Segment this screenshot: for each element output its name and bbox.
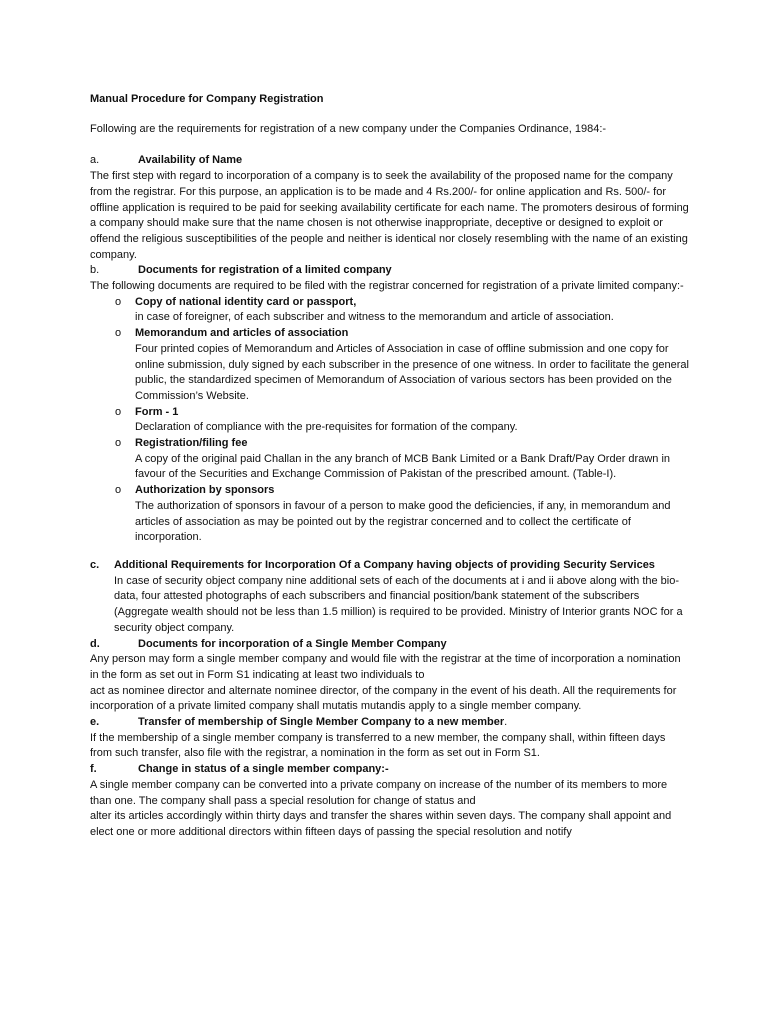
list-item <box>90 326 690 405</box>
bullet-mark: o <box>115 295 122 308</box>
section-f-title: Change in status of a single member company:- <box>138 763 389 776</box>
section-f-letter: f. <box>90 763 97 776</box>
section-d-heading <box>90 637 690 653</box>
section-f-heading <box>90 762 690 778</box>
bullet-mark: o <box>115 327 122 340</box>
list-item-title: Copy of national identity card or passport, <box>135 295 357 308</box>
section-d-title: Documents for incorporation of a Single Member Company <box>138 637 447 650</box>
section-a-heading <box>90 153 690 169</box>
list-item-text: A copy of the original paid Challan in the any branch of MCB Bank Limited or a Bank Draft/Pay Order drawn in favour of the Securities and Exchange Commission of Pakistan of the prescribed amount. (Table-I). <box>135 452 671 481</box>
section-e-title: Transfer of membership of Single Member Company to a new member <box>138 716 505 729</box>
section-d-body-1: Any person may form a single member company and would file with the registrar at the time of incorporation a nomination in the form as set out in Form S1 indicating at least two individuals to <box>90 653 681 681</box>
list-item-title: Authorization by sponsors <box>135 484 275 497</box>
section-e-title-end: . <box>504 716 508 729</box>
section-e-letter: e. <box>90 716 100 729</box>
section-d-body-2: act as nominee director and alternate nominee director, of the company in the event of his death. All the requirements for incorporation of a private limited company shall mutatis mutandis apply to a single member company. <box>90 684 677 713</box>
list-item-text: in case of foreigner, of each subscriber and witness to the memorandum and article of association. <box>135 311 614 324</box>
section-d-letter: d. <box>90 637 100 650</box>
section-b-letter: b. <box>90 264 100 277</box>
list-item <box>90 436 690 483</box>
list-item-title: Form - 1 <box>135 405 179 418</box>
section-b-body: The following documents are required to be filed with the registrar concerned for registration of a private limited company:- <box>90 280 684 293</box>
section-a-body-tail: company. <box>90 248 137 261</box>
section-c-title: Additional Requirements for Incorporation Of a Company having objects of providing Security Services <box>114 558 655 571</box>
bullet-mark: o <box>115 437 122 450</box>
bullet-mark: o <box>115 484 122 497</box>
list-item-text: The authorization of sponsors in favour of a person to make good the deficiencies, if any, in memorandum and articles of association as may be pointed out by the registrar concerned and to collect the certificate of incorporation. <box>135 499 671 544</box>
section-a-title: Availability of Name <box>138 154 243 167</box>
section-e-body: If the membership of a single member company is transferred to a new member, the company shall, within fifteen days from such transfer, also file with the registrar, a nomination in the form as set out in Form S1. <box>90 731 666 760</box>
section-c-body: In case of security object company nine additional sets of each of the documents at i and ii above along with the bio-data, four attested photographs of each subscribers and financial position/bank statement of the subscribers (Aggregate wealth should not be less than 1.5 million) is required to be provided. Ministry of Interior grants NOC for a security object company. <box>114 574 683 634</box>
section-c-heading <box>90 558 690 574</box>
list-item-title: Memorandum and articles of association <box>135 327 349 340</box>
list-item <box>90 405 690 436</box>
section-a-body: The first step with regard to incorporation of a company is to seek the availability of the proposed name for the company from the registrar. For this purpose, an application is to be made and 4 Rs.200/- for online application and Rs. 500/- for offline application is required to be paid for seeking availability certificate for each name. The promoters desirous of forming a company should make sure that the name chosen is not otherwise inappropriate, deceptive or designed to exploit or offend the religious susceptibilities of the people and neither is identical nor closely resembling with the name of an existing <box>90 170 689 245</box>
section-a-letter: a. <box>90 154 100 167</box>
intro-paragraph: Following are the requirements for registration of a new company under the Companies Ordinance, 1984:- <box>90 122 607 135</box>
list-item-text: Declaration of compliance with the pre-requisites for formation of the company. <box>135 421 518 434</box>
list-item <box>90 295 690 326</box>
list-item-title: Registration/filing fee <box>135 437 248 450</box>
list-item-text: Four printed copies of Memorandum and Articles of Association in case of offline submission and one copy for online submission, duly signed by each subscriber in the presence of one witness. In order to facilitate the general public, the standardized specimen of Memorandum of Association of various sectors has been provided on the Commission’s Website. <box>135 342 689 402</box>
section-f-body-2: alter its articles accordingly within thirty days and transfer the shares within seven days. The company shall appoint and elect one or more additional directors within fifteen days of passing the special resolution and notify <box>90 810 672 838</box>
bullet-mark: o <box>115 405 122 418</box>
document-page <box>90 92 690 841</box>
section-f-body-1: A single member company can be converted into a private company on increase of the number of its members to more than one. The company shall pass a special resolution for change of status and <box>90 778 668 807</box>
section-b-title: Documents for registration of a limited company <box>138 264 392 277</box>
documents-list <box>90 295 690 546</box>
section-b-heading <box>90 263 690 279</box>
document-title: Manual Procedure for Company Registration <box>90 93 324 105</box>
list-item <box>90 483 690 546</box>
section-e-heading <box>90 715 690 731</box>
section-c-letter: c. <box>90 558 100 571</box>
